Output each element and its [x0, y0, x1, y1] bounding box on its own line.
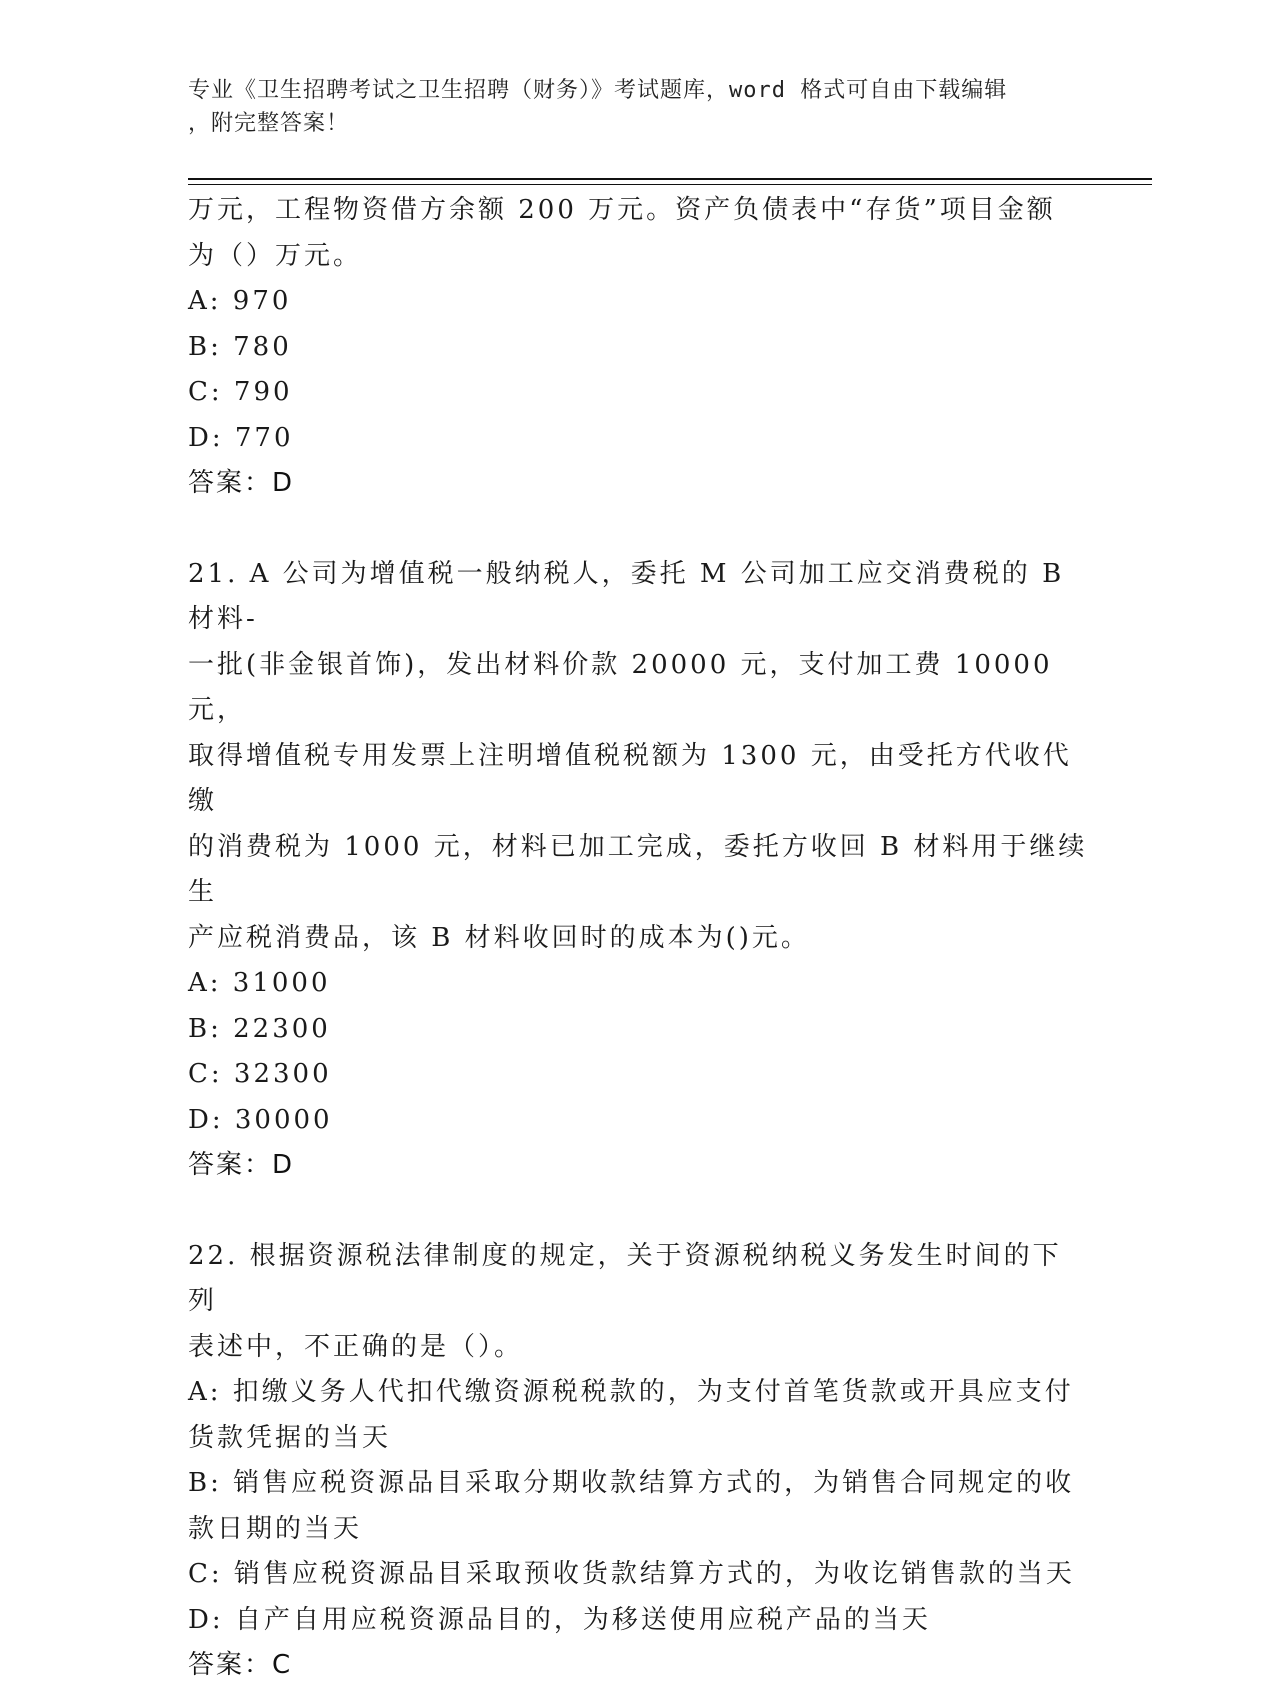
document-header — [188, 74, 1088, 140]
option-c: C: 32300 — [188, 1059, 332, 1089]
option-b: B: 销售应税资源品目采取分期收款结算方式的，为销售合同规定的收 — [188, 1468, 1075, 1498]
question-stem-line: 的消费税为 1000 元，材料已加工完成，委托方收回 B 材料用于继续生 — [188, 831, 1088, 907]
option-b-continuation: 款日期的当天 — [188, 1513, 363, 1544]
question-20 — [188, 188, 1088, 507]
option-d: D: 自产自用应税资源品目的，为移送使用应税产品的当天 — [188, 1604, 931, 1635]
option-a-continuation: 货款凭据的当天 — [188, 1422, 392, 1453]
header-line-1: 专业《卫生招聘考试之卫生招聘（财务）》考试题库，word 格式可自由下载编辑 — [188, 78, 1008, 103]
question-spacer — [188, 507, 1088, 552]
option-a: A: 970 — [188, 286, 292, 316]
question-stem-line: 一批(非金银首饰)，发出材料价款 20000 元，支付加工费 10000 元， — [188, 649, 1053, 725]
option-b: B: 780 — [188, 331, 292, 362]
question-stem-line: 表述中，不正确的是（）。 — [188, 1331, 524, 1362]
answer-line: 答案：D — [188, 1150, 295, 1180]
option-c: C: 销售应税资源品目采取预收货款结算方式的，为收讫销售款的当天 — [188, 1559, 1075, 1589]
option-b: B: 22300 — [188, 1013, 331, 1044]
question-22 — [188, 1234, 1088, 1689]
question-stem-line: 产应税消费品，该 B 材料收回时的成本为()元。 — [188, 922, 810, 953]
option-a: A: 31000 — [188, 968, 331, 998]
question-stem-line: 万元，工程物资借方余额 200 万元。资产负债表中“存货”项目金额 — [188, 195, 1056, 225]
option-a: A: 扣缴义务人代扣代缴资源税税款的，为支付首笔货款或开具应支付 — [188, 1377, 1074, 1407]
question-stem-line: 21. A 公司为增值税一般纳税人，委托 M 公司加工应交消费税的 B 材料- — [188, 558, 1065, 634]
header-line-2: ，附完整答案！ — [188, 111, 350, 136]
question-spacer — [188, 1189, 1088, 1234]
option-d: D: 770 — [188, 422, 294, 453]
question-21 — [188, 552, 1088, 1189]
question-content — [188, 188, 1088, 1689]
question-stem-line: 为（）万元。 — [188, 240, 363, 271]
option-c: C: 790 — [188, 377, 293, 407]
question-stem-line: 取得增值税专用发票上注明增值税税额为 1300 元，由受托方代收代缴 — [188, 740, 1072, 816]
header-divider-thin — [188, 184, 1152, 185]
header-divider-thick — [188, 178, 1152, 180]
answer-line: 答案：C — [188, 1650, 293, 1680]
answer-line: 答案：D — [188, 468, 295, 498]
option-d: D: 30000 — [188, 1104, 333, 1135]
question-stem-line: 22. 根据资源税法律制度的规定，关于资源税纳税义务发生时间的下列 — [188, 1240, 1062, 1316]
